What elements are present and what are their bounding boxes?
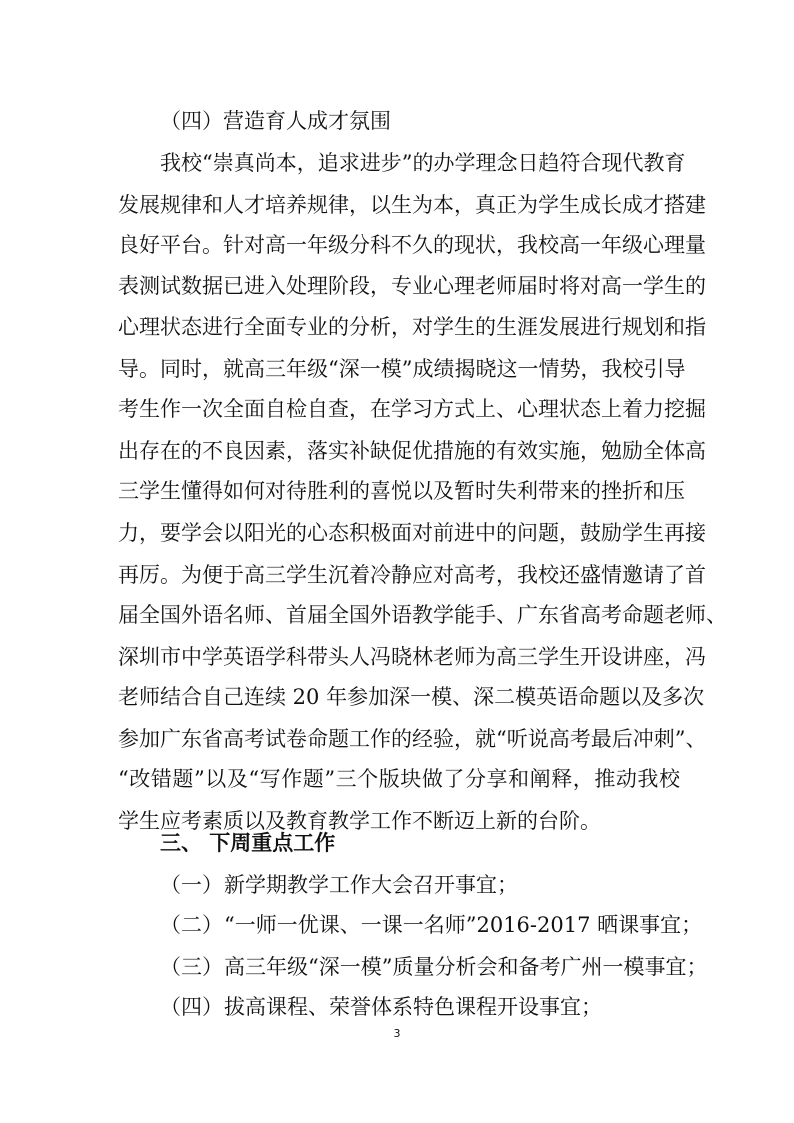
paragraph-line: 心理状态进行全面专业的分析，对学生的生涯发展进行规划和指 bbox=[118, 315, 706, 339]
task-item bbox=[160, 992, 602, 1022]
task-item bbox=[160, 870, 518, 900]
paragraph-line: 发展规律和人才培养规律，以生为本，真正为学生成长成才搭建 bbox=[118, 193, 706, 217]
paragraph-line: 届全国外语名师、首届全国外语教学能手、广东省高考命题老师、 bbox=[118, 603, 727, 627]
paragraph-line: “改错题”以及“写作题”三个版块做了分享和阐释，推动我校 bbox=[118, 767, 680, 791]
task-text: “一师一优课、一课一名师”2016-2017 晒课事宜； bbox=[224, 913, 703, 937]
task-number: （四） bbox=[160, 995, 223, 1019]
task-number: （三） bbox=[160, 955, 223, 979]
task-item bbox=[160, 952, 707, 982]
paragraph-line: 表测试数据已进入处理阶段，专业心理老师届时将对高一学生的 bbox=[118, 274, 706, 298]
paragraph-line: 出存在的不良因素，落实补缺促优措施的有效实施，勉励全体高 bbox=[118, 439, 706, 463]
paragraph-line: 深圳市中学英语学科带头人冯晓林老师为高三学生开设讲座，冯 bbox=[118, 645, 706, 669]
task-number: （二） bbox=[160, 913, 223, 937]
paragraph-line: 我校“崇真尚本，追求进步”的办学理念日趋符合现代教育 bbox=[160, 151, 686, 175]
task-text: 新学期教学工作大会召开事宜； bbox=[224, 873, 518, 897]
paragraph-line: 再厉。为便于高三学生沉着冷静应对高考，我校还盛情邀请了首 bbox=[118, 563, 706, 587]
paragraph-line: 老师结合自己连续 20 年参加深一模、深二模英语命题以及多次 bbox=[118, 685, 705, 709]
paragraph-line: 参加广东省高考试卷命题工作的经验，就“听说高考最后冲刺”、 bbox=[118, 727, 707, 751]
section-3-title: 三、 下周重点工作 bbox=[160, 831, 336, 855]
section-4-heading: （四）营造育人成才氛围 bbox=[160, 109, 391, 133]
paragraph-line: 力，要学会以阳光的心态积极面对前进中的问题，鼓励学生再接 bbox=[118, 521, 706, 545]
task-item bbox=[160, 910, 702, 940]
paragraph-line: 导。同时，就高三年级“深一模”成绩揭晓这一情势，我校引导 bbox=[118, 357, 686, 381]
task-text: 高三年级“深一模”质量分析会和备考广州一模事宜； bbox=[224, 955, 708, 979]
page-number: 3 bbox=[393, 1027, 401, 1040]
paragraph-line: 良好平台。针对高一年级分科不久的现状，我校高一年级心理量 bbox=[118, 233, 706, 257]
paragraph-line: 三学生懂得如何对待胜利的喜悦以及暂时失利带来的挫折和压 bbox=[118, 479, 685, 503]
task-text: 拔高课程、荣誉体系特色课程开设事宜； bbox=[224, 995, 602, 1019]
paragraph-line: 学生应考素质以及教育教学工作不断迈上新的台阶。 bbox=[118, 809, 601, 833]
paragraph-line: 考生作一次全面自检自查，在学习方式上、心理状态上着力挖掘 bbox=[118, 397, 706, 421]
task-number: （一） bbox=[160, 873, 223, 897]
